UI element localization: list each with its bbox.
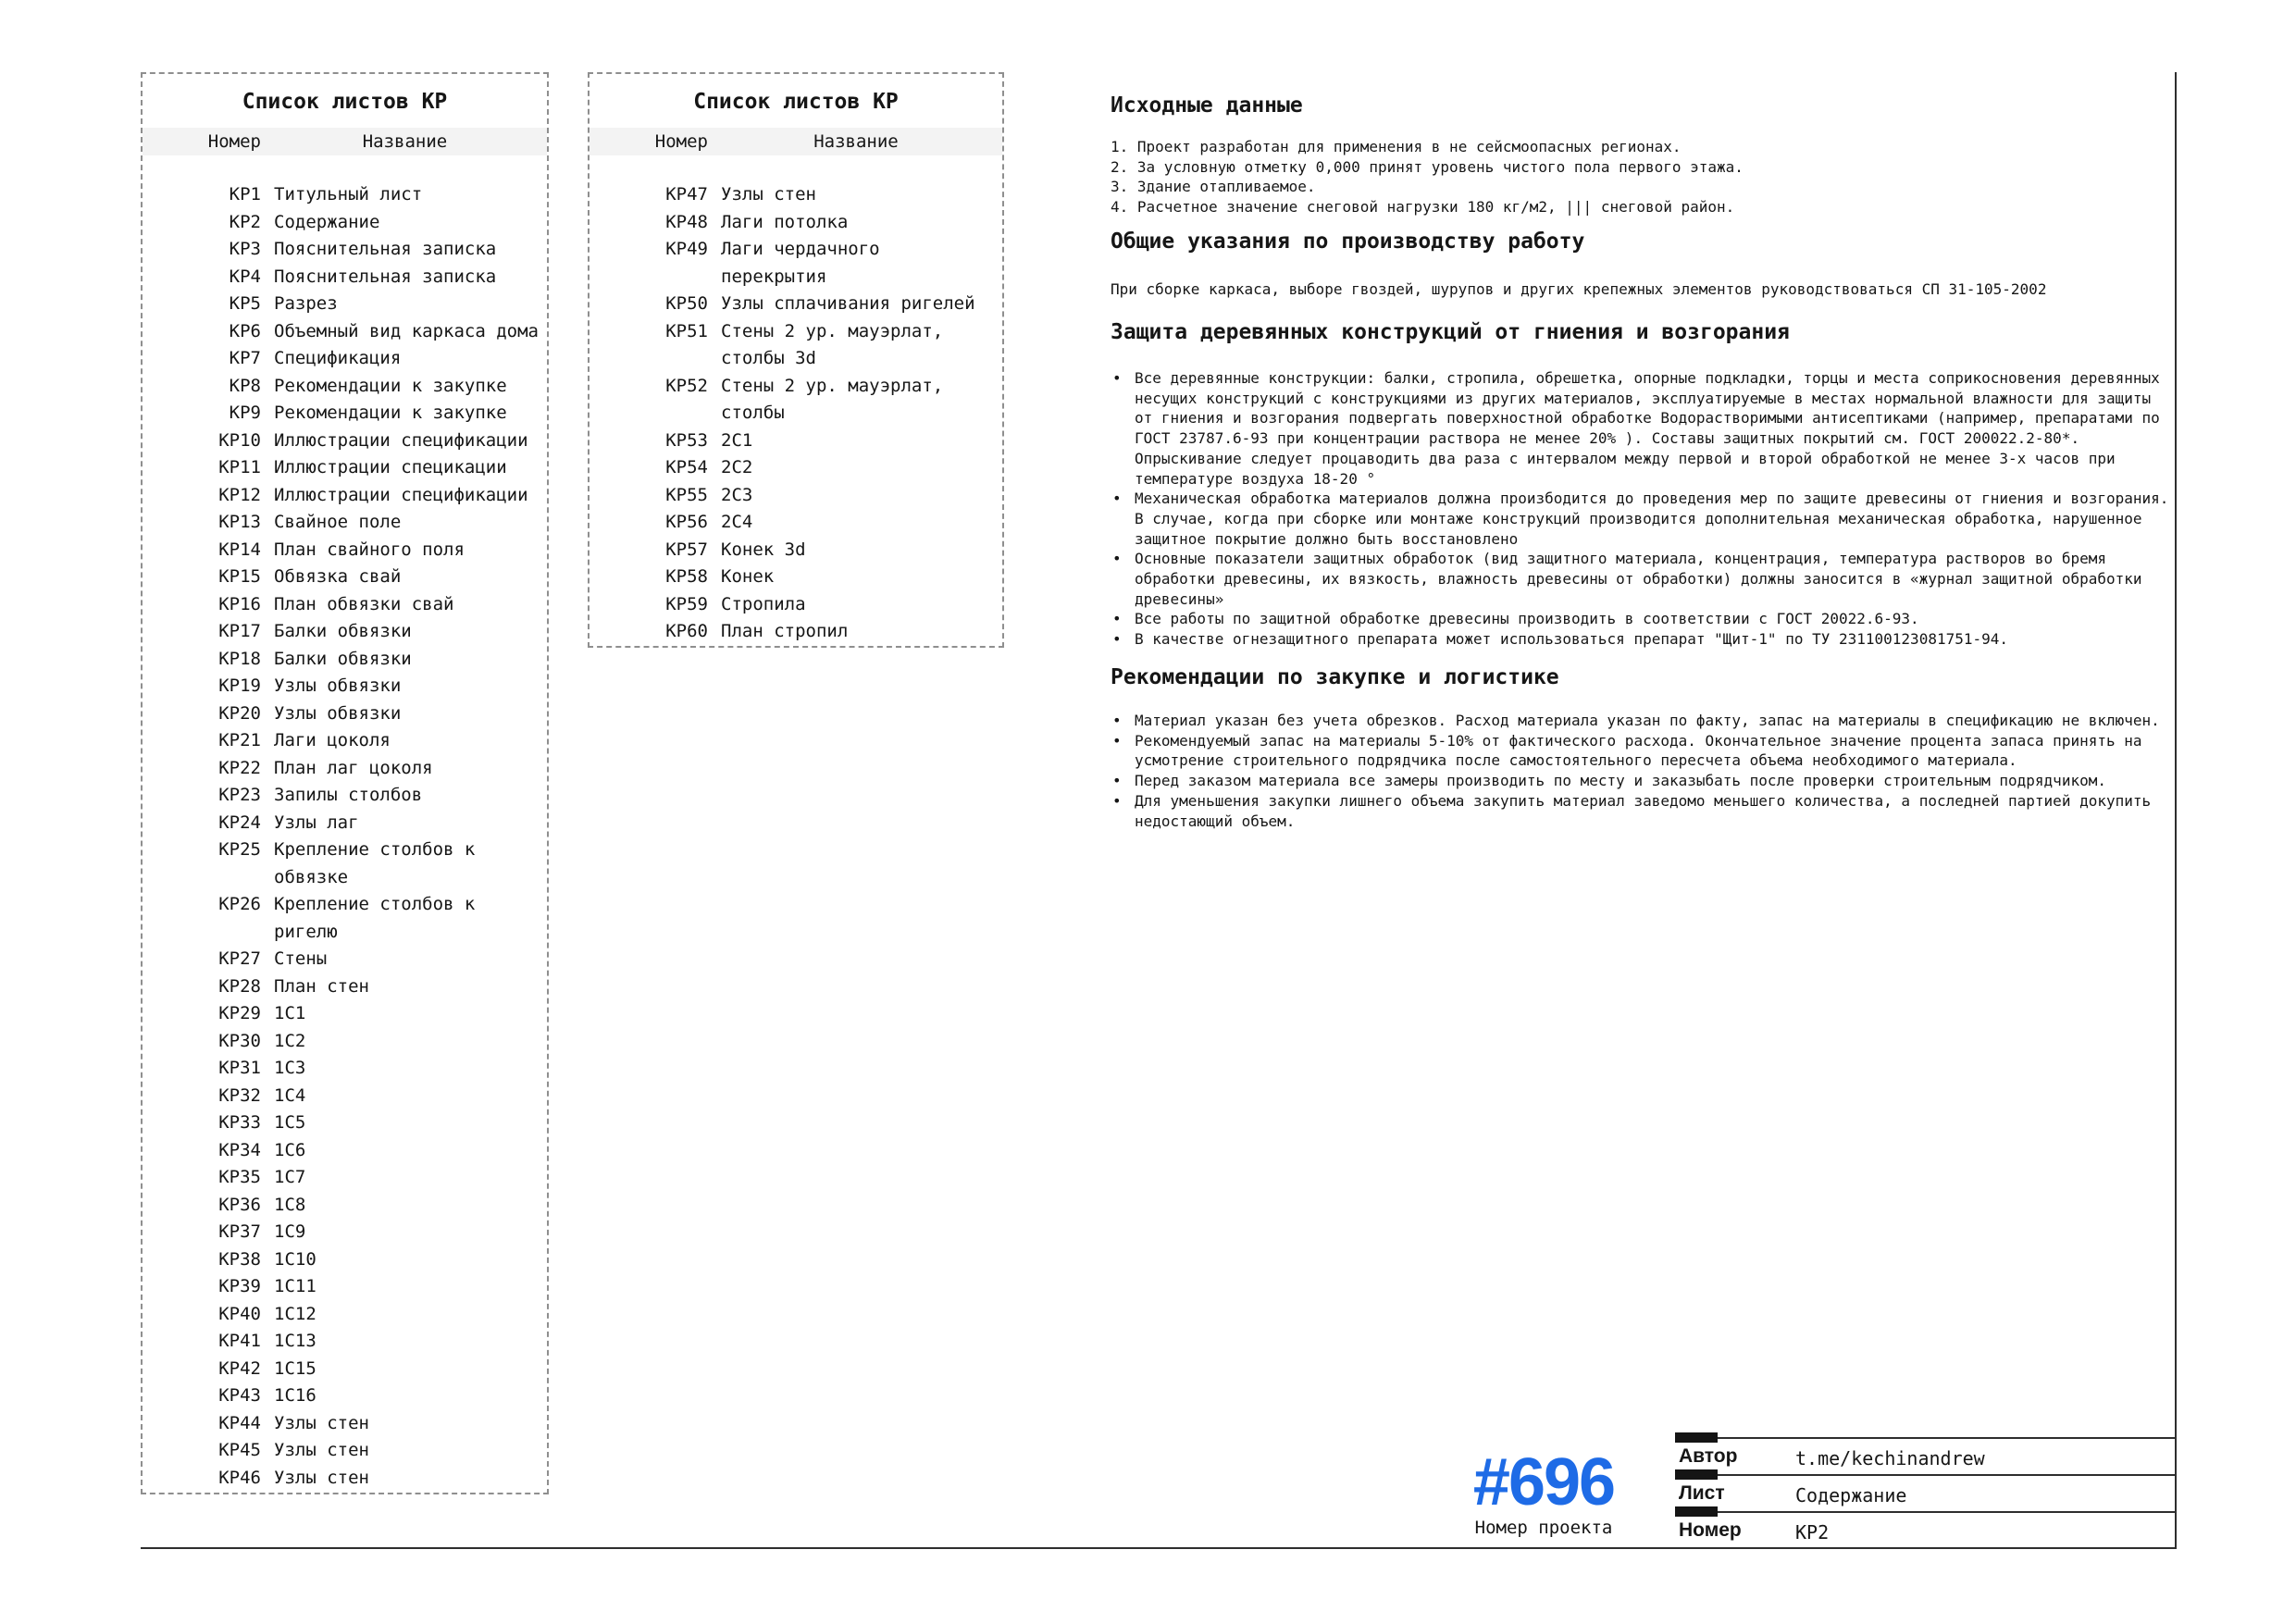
sheet-number: КР21 [218,730,261,750]
sheet-name: Иллюстрации спецификации [274,429,528,451]
sheet-name: Узлы обвязки [274,702,402,724]
sheet-number: КР33 [218,1112,261,1133]
list-item: Расчетное значение снеговой нагрузки 180 кг/м2, ||| снеговой район. [1136,198,1735,217]
sheet-number: КР14 [218,539,261,560]
sheet-number: КР42 [218,1357,261,1379]
sheet-row [590,236,1002,291]
sheet-rows [143,181,547,1492]
sheet-row [143,509,547,537]
sheet-row [590,564,1002,591]
title-block-value-author: t.me/kechinandrew [1795,1447,1985,1469]
sheet-name: Рекомендации к закупке [274,403,507,423]
row-marker-bar [1675,1506,1718,1517]
sheet-number: КР60 [665,621,708,641]
row-marker-bar [1675,1469,1718,1480]
sheet-name: Пояснительная записка [274,239,497,259]
sheet-name: План стропил [721,621,849,641]
sheet-row [143,1083,547,1110]
sheet-number: КР54 [665,457,708,477]
sheet-row [143,1328,547,1356]
sheet-name: 2С3 [721,484,753,505]
list-item: • Механическая обработка материалов должна произбодится до проведения мер по защите древесины от гниения и возгорания. В случае, когда при сборке или монтаже конструкций производится дополнительная механическая обработка, нарушенное защитное покрытие должно быть восстановлено [1111,489,2175,549]
sheet-name: 1С7 [274,1167,306,1187]
sheet-name: 1С11 [274,1276,316,1296]
sheet-row [143,236,547,264]
sheet-name: Стены 2 ур. мауэрлат, столбы 3d [721,320,944,368]
column-header-name: Название [362,131,448,152]
sheet-number: КР7 [229,348,261,368]
section-body [1111,279,2175,300]
sheet-number: КР20 [218,702,261,724]
sheet-number: КР45 [218,1440,261,1460]
sheet-row [143,1192,547,1220]
sheet-row [143,946,547,973]
sheet-row [143,209,547,237]
sheet-row [590,537,1002,564]
sheet-row [590,509,1002,537]
sheet-number: КР10 [218,429,261,451]
sheet-name: 1С5 [274,1112,306,1133]
sheet-row [143,891,547,946]
sheet-list-table-2 [588,72,1004,648]
sheet-row [143,428,547,455]
sheet-row [143,1465,547,1493]
sheet-row [590,291,1002,318]
sheet-row [143,673,547,700]
sheet-name: 2С1 [721,429,753,451]
sheet-name: Узлы сплачивания ригелей [721,293,975,314]
sheet-name: План свайного поля [274,539,465,560]
sheet-name: Обвязка свай [274,566,402,587]
sheet-number: КР6 [229,320,261,341]
list-item: • Для уменьшения закупки лишнего объема закупить материал заведомо меньшего количества, а последней партией докупить недостающий объем. [1111,791,2175,831]
sheet-number: КР5 [229,293,261,314]
list-item: Проект разработан для применения в не сейсмоопасных регионах. [1136,138,1682,155]
sheet-name: Пояснительная записка [274,266,497,287]
sheet-number: КР1 [229,184,261,205]
sheet-row [590,373,1002,428]
sheet-number: КР46 [218,1467,261,1488]
sheet-number: КР53 [665,429,708,451]
sheet-number: КР44 [218,1412,261,1433]
list-item: • Основные показатели защитных обработок (вид защитного материала, концентрация, температура растворов во бремя обработки древесины, их вязкость, влажность древесины от обработки) должны заносится в «журнал защитной обработки древесины» [1111,549,2175,609]
text-section [1111,93,2175,217]
sheet-name: Лаги потолка [721,211,849,232]
sheet-number: КР38 [218,1248,261,1270]
sheet-number: КР48 [665,211,708,232]
sheet-name: Запилы столбов [274,785,423,805]
sheet-name: Балки обвязки [274,621,412,641]
sheet-number: КР24 [218,812,261,833]
title-block-row [1675,1474,2175,1511]
list-item: • Материал указан без учета обрезков. Расход материала указан по факту, запас на материалы в спецификацию не включен. [1111,711,2175,731]
sheet-name: Иллюстрации спецификации [274,484,528,505]
sheet-number: КР49 [665,239,708,259]
sheet-row [143,1410,547,1438]
sheet-name: 1С6 [274,1139,306,1160]
sheet-number: КР15 [218,566,261,587]
title-block-row [1675,1511,2175,1548]
sheet-name: Содержание [274,211,380,232]
sheet-name: 1С4 [274,1085,306,1106]
sheet-name: План обвязки свай [274,593,454,614]
sheet-list-table-1 [141,72,549,1494]
section-heading: Рекомендации по закупке и логистике [1111,665,1559,689]
sheet-number: КР11 [218,457,261,477]
sheet-name: Титульный лист [274,184,423,205]
sheet-row [590,318,1002,373]
sheet-name: План лаг цоколя [274,757,433,778]
list-item: • В качестве огнезащитного препарата может использоваться препарат "Щит-1" по ТУ 231100123081751-94. [1111,629,2175,650]
table-header [590,128,1002,155]
sheet-number: КР58 [665,566,708,587]
sheet-number: КР12 [218,484,261,505]
project-number: #696 [1472,1445,1615,1519]
project-number-caption: Номер проекта [1474,1518,1613,1538]
sheet-row [143,1301,547,1329]
list-item: • Перед заказом материала все замеры производить по месту и заказыбать после проверки строительным подрядчиком. [1111,771,2175,791]
sheet-number: КР51 [665,320,708,341]
sheet-row [143,318,547,346]
sheet-number: КР16 [218,593,261,614]
sheet-row [590,181,1002,209]
sheet-number: КР9 [229,403,261,423]
sheet-name: Узлы стен [721,184,816,205]
sheet-number: КР17 [218,621,261,641]
column-header-number: Номер [654,131,708,152]
column-header-number: Номер [207,131,261,152]
sheet-name: Спецификация [274,348,402,368]
sheet-row [143,564,547,591]
page-right-border [2175,72,2177,1549]
sheet-name: 2С2 [721,457,753,477]
sheet-row [143,1164,547,1192]
list-item: Здание отапливаемое. [1136,178,1316,196]
list-item: За условную отметку 0,000 принят уровень чистого пола первого этажа. [1136,157,1744,176]
sheet-name: План стен [274,975,369,997]
text-section [1111,319,2175,650]
list-item: • Все деревянные конструкции: балки, стропила, обрешетка, опорные подкладки, торцы и места соприкосновения деревянных несущих конструкций с конструкциями из других материалов, эксплуатируемые в местах нормальной влажности для защиты от гниения и возгорания подвергать поверхностной обработке Водорастворимыми антисептиками (например, препаратами по ГОСТ 23787.6-93 при концентрации раствора не менее 20% ). Составы защитных покрытий см. ГОСТ 200022.2-80*. Опрыскивание следует процаводить два раза с интервалом между первой и второй обработкой не менее 3-х часов при температуре воздуха 18-20 ° [1111,368,2175,489]
list-item: • Все работы по защитной обработке древесины производить в соответствии с ГОСТ 20022.6-93. [1111,609,2175,629]
sheet-rows [590,181,1002,646]
sheet-row [143,1356,547,1383]
sheet-name: 1С1 [274,1003,306,1023]
sheet-name: 1С2 [274,1030,306,1051]
sheet-name: 1С16 [274,1385,316,1406]
sheet-row [143,345,547,373]
sheet-number: КР22 [218,757,261,778]
sheet-row [590,454,1002,482]
list-item: • Рекомендуемый запас на материалы 5-10% от фактического расхода. Окончательное значение процента запаса принять на усмотрение строительного подрядчика после самостоятельного пересчета объема необходимого материала. [1111,731,2175,771]
sheet-name: Стены [274,948,328,969]
section-heading: Исходные данные [1111,93,1303,118]
sheet-name: 1С8 [274,1194,306,1215]
title-block-label: Автор [1679,1445,1738,1467]
sheet-number: КР43 [218,1385,261,1406]
sheet-row [590,618,1002,646]
section-body [1111,368,2175,650]
sheet-row [143,837,547,891]
sheet-number: КР39 [218,1276,261,1296]
sheet-row [143,973,547,1001]
sheet-number: КР4 [229,266,261,287]
sheet-number: КР55 [665,484,708,505]
sheet-number: КР56 [665,512,708,532]
title-block-label: Лист [1679,1482,1725,1504]
sheet-name: 1С13 [274,1331,316,1351]
sheet-row [143,700,547,728]
sheet-name: 2С4 [721,512,753,532]
table-header [143,128,547,155]
sheet-name: Узлы лаг [274,812,359,833]
sheet-row [143,755,547,783]
sheet-number: КР29 [218,1003,261,1023]
sheet-number: КР28 [218,975,261,997]
sheet-row [143,400,547,428]
sheet-name: Стены 2 ур. мауэрлат, столбы [721,375,944,423]
sheet-row [143,373,547,401]
sheet-row [143,727,547,755]
sheet-row [143,782,547,810]
sheet-name: Узлы стен [274,1440,369,1460]
sheet-number: КР37 [218,1221,261,1242]
sheet-name: Объемный вид каркаса дома [274,320,539,341]
sheet-row [590,209,1002,237]
sheet-number: КР36 [218,1194,261,1215]
text-section [1111,664,2175,831]
sheet-name: 1С3 [274,1058,306,1078]
sheet-row [143,1382,547,1410]
sheet-name: Конек [721,566,775,587]
section-heading: Защита деревянных конструкций от гниения и возгорания [1111,320,1790,344]
sheet-name: 1С10 [274,1248,316,1270]
title-block-value-sheet: Содержание [1795,1484,1907,1506]
sheet-name: Узлы обвязки [274,676,402,696]
sheet-name: Свайное поле [274,512,402,532]
sheet-row [143,454,547,482]
table-title: Список листов КР [693,90,899,114]
sheet-name: 1С9 [274,1221,306,1242]
sheet-number: КР30 [218,1030,261,1051]
sheet-row [143,264,547,291]
sheet-row [143,1219,547,1246]
sheet-row [143,618,547,646]
sheet-number: КР32 [218,1085,261,1106]
sheet-row [143,537,547,564]
sheet-row [143,291,547,318]
sheet-name: Крепление столбов к обвязке [274,839,476,887]
sheet-number: КР40 [218,1303,261,1324]
sheet-number: КР52 [665,375,708,396]
sheet-number: КР59 [665,593,708,614]
sheet-row [143,482,547,510]
section-body [1111,711,2175,831]
sheet-name: Конек 3d [721,539,806,560]
sheet-name: Балки обвязки [274,648,412,669]
sheet-row [143,181,547,209]
sheet-name: Иллюстрации специкации [274,457,507,477]
sheet-row [143,591,547,619]
text-section [1111,229,2175,300]
sheet-number: КР25 [218,839,261,860]
sheet-number: КР57 [665,539,708,560]
sheet-name: Узлы стен [274,1412,369,1433]
sheet-row [143,1110,547,1137]
sheet-name: Лаги чердачного перекрытия [721,239,880,287]
sheet-number: КР23 [218,785,261,805]
sheet-number: КР31 [218,1058,261,1078]
sheet-row [590,428,1002,455]
sheet-row [143,810,547,837]
sheet-row [143,1246,547,1274]
title-block-table [1675,1437,2175,1548]
sheet-row [143,1055,547,1083]
sheet-row [143,1437,547,1465]
sheet-number: КР34 [218,1139,261,1160]
sheet-name: Крепление столбов к ригелю [274,894,476,942]
sheet-number: КР41 [218,1331,261,1351]
sheet-number: КР26 [218,894,261,914]
column-header-name: Название [813,131,899,152]
sheet-name: Рекомендации к закупке [274,375,507,396]
title-block-label: Номер [1679,1519,1742,1541]
title-block-value-number: КР2 [1795,1521,1830,1543]
sheet-row [143,1000,547,1028]
sheet-number: КР27 [218,948,261,969]
sheet-name: 1С12 [274,1303,316,1324]
sheet-number: КР19 [218,676,261,696]
section-paragraph: При сборке каркаса, выборе гвоздей, шурупов и других крепежных элементов руководствоваться СП 31-105-2002 [1111,280,2047,298]
sheet-row [590,591,1002,619]
sheet-row [143,1137,547,1165]
sheet-row [143,1028,547,1056]
sheet-name: Стропила [721,593,806,614]
table-title: Список листов КР [242,90,448,114]
row-marker-bar [1675,1432,1718,1443]
sheet-name: Узлы стен [274,1467,369,1488]
sheet-number: КР50 [665,293,708,314]
sheet-row [143,1273,547,1301]
sheet-number: КР8 [229,375,261,396]
sheet-name: 1С15 [274,1357,316,1379]
section-body [1111,137,2175,217]
sheet-row [143,646,547,674]
sheet-number: КР18 [218,648,261,669]
sheet-name: Лаги цоколя [274,730,391,750]
sheet-number: КР47 [665,184,708,205]
sheet-number: КР13 [218,512,261,532]
section-heading: Общие указания по производству работу [1111,229,1585,254]
sheet-row [590,482,1002,510]
sheet-number: КР2 [229,211,261,232]
sheet-name: Разрез [274,293,338,314]
sheet-number: КР35 [218,1167,261,1187]
title-block-row [1675,1437,2175,1474]
sheet-number: КР3 [229,239,261,259]
